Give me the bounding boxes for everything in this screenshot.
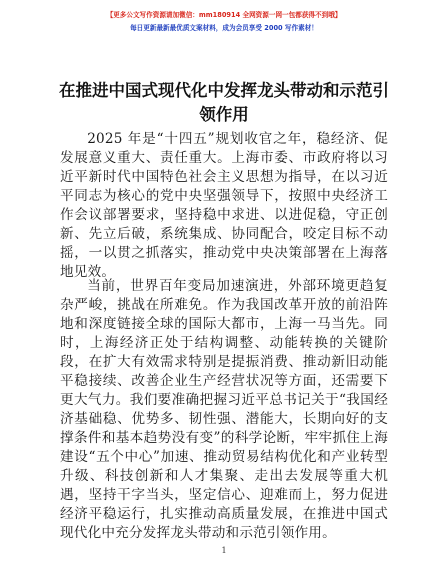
promo-banner (0, 9, 448, 35)
promo-banner-line-1: 【更多公文写作资源请加微信：mm180914 全网资源一网一包都获得不到哦】 (106, 11, 342, 19)
page-number: 1 (221, 546, 227, 555)
body-paragraph-2: 当前，世界百年变局加速演进，外部环境更趋复杂严峻，挑战在所难免。作为我国改革开放的前沿阵地和深度链接全球的国际大都市，上海一马当先。同时，上海经济正处于结构调整、动能转换的关键阶段，在扩大有效需求特别是提振消费、推动新旧动能平稳接续、改善企业生产经营状况等方面，还需要下更大气力。我们要准确把握习近平总书记关于“我国经济基础稳、优势多、韧性强、潜能大，长期向好的支撑条件和基本趋势没有变”的科学论断，牢牢抓住上海建设“五个中心”加速、推动贸易结构优化和产业转型升级、科技创新和人才集聚、走出去发展等重大机遇，坚持干字当头，坚定信心、迎难而上，努力促进经济平稳运行，扎实推动高质量发展，在推进中国式现代化中充分发挥龙头带动和示范引领作用。 (60, 278, 388, 541)
document-title: 在推进中国式现代化中发挥龙头带动和示范引领作用 (59, 81, 389, 124)
body-paragraph-1: 2025 年是“十四五”规划收官之年，稳经济、促发展意义重大、责任重大。上海市委、市政府将以习近平新时代中国特色社会主义思想为指导，在以习近平同志为核心的党中央坚强领导下，按照中央经济工作会议部署要求，坚持稳中求进、以进促稳，守正创新、先立后破，系统集成、协同配合，咬定目标不动摇，一以贯之抓落实，推动党中央决策部署在上海落地见效。 (60, 131, 388, 280)
promo-banner-line-2: 每日更新最新最优质文案材料，成为会员享受 2000 写作素材！ (130, 24, 318, 32)
